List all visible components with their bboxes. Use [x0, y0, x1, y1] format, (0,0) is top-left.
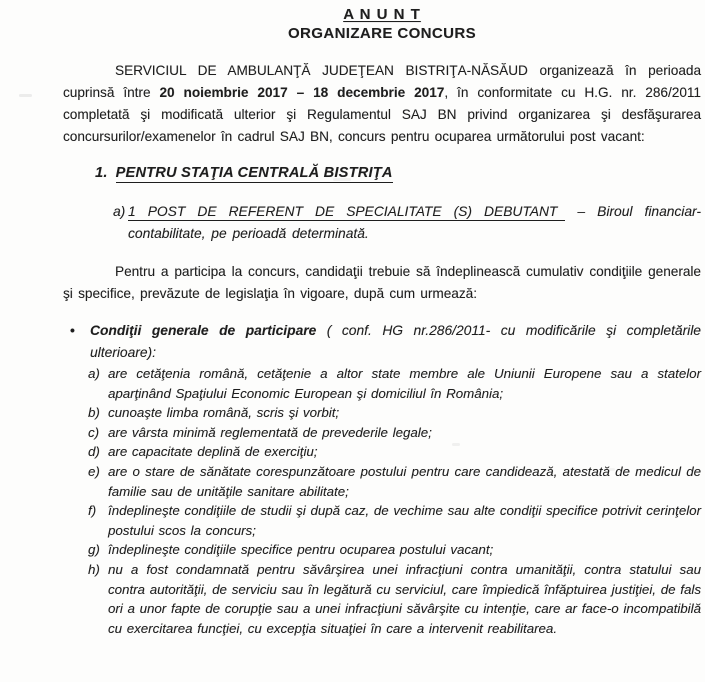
general-conditions-title-rest: ( conf. HG nr.286/2011- cu modificările şi completările ulterioare): — [90, 323, 701, 360]
list-item-label: h) — [88, 561, 100, 577]
intro-paragraph — [63, 60, 701, 148]
section-1-title: PENTRU STAŢIA CENTRALĂ BISTRIŢA — [115, 165, 393, 181]
list-item-label: b) — [88, 405, 100, 421]
list-item — [88, 403, 701, 423]
document-title — [63, 6, 701, 24]
list-item-text: nu a fost condamnată pentru săvârşirea unei infracţiuni contra umanităţii, contra statului sau contra autorităţii, de serviciu sau în legătură cu serviciul, care împiedică înfăptuirea justiţiei, de fals ori a unor fapte de corupţie sau a unei infracţiuni săvârşite cu intenţie, care ar face-o incompatibilă cu exercitarea funcţiei, cu excepţia situaţiei în care a intervenit reabilitarea. — [108, 561, 701, 636]
post-title-underlined: 1 POST DE REFERENT DE SPECIALITATE (S) DEBUTANT — [128, 204, 565, 221]
bullet-icon: • — [70, 323, 75, 338]
list-item-label: c) — [88, 424, 100, 440]
list-item-text: cunoaşte limba română, scris şi vorbit; — [108, 405, 340, 421]
list-item — [88, 423, 701, 443]
scan-artifact — [609, 468, 615, 471]
intro-text-before: SERVICIUL DE AMBULANŢĂ JUDEŢEAN BISTRIŢA-NĂSĂUD organizează în perioada cuprinsă între — [63, 63, 701, 100]
section-1-heading — [95, 163, 701, 183]
post-item-a — [113, 201, 701, 245]
scan-artifact — [19, 94, 32, 97]
list-item-text: are o stare de sănătate corespunzătoare postului pentru care candidează, atestată de medicul de familie sau de unităţile sanitare abilitate; — [108, 463, 701, 499]
list-item-label: a) — [88, 366, 100, 381]
section-1-number: 1. — [95, 165, 108, 181]
document-subtitle: ORGANIZARE CONCURS — [287, 25, 477, 42]
list-item — [88, 442, 701, 462]
scan-artifact — [333, 178, 351, 181]
list-item-label: e) — [88, 463, 100, 479]
general-conditions-title — [90, 320, 701, 364]
general-conditions-title-bold: Condiţii generale de participare — [90, 323, 317, 338]
intro-text-after: , în conformitate cu H.G. nr. 286/2011 completată şi modificată ulterior şi Regulamentul SAJ BN privind organizarea şi desfăşurarea concursurilor/examenelor în cadrul SAJ BN, concurs pentru ocuparea următorului post vacant: — [63, 85, 701, 144]
list-item-label: g) — [88, 542, 100, 558]
general-conditions-list — [88, 364, 701, 638]
scan-artifact — [452, 443, 460, 446]
list-item-text: îndeplineşte condiţiile specifice pentru ocuparea postului vacant; — [108, 542, 494, 558]
post-item-text — [128, 201, 701, 245]
document-title-text: A N U N T — [343, 6, 421, 23]
list-item-text: are cetăţenia română, cetăţenie a altor state membre ale Uniunii Europene sau a statelor aparţinând Spaţiului Economic European şi domiciliul în România; — [108, 366, 701, 401]
post-item-label: a) — [113, 204, 126, 219]
document-body — [63, 6, 701, 638]
post-title-rest: – Biroul financiar-contabilitate, pe perioadă determinată. — [128, 204, 701, 241]
participation-paragraph: Pentru a participa la concurs, candidaţii trebuie să îndeplinească cumulativ condiţiile generale şi specifice, prevăzute de legislaţia în vigoare, după cum urmează: — [63, 264, 701, 301]
list-item-text: are vârsta minimă reglementată de prevederile legale; — [108, 424, 432, 440]
list-item-label: f) — [88, 503, 97, 519]
contest-period-dates: 20 noiembrie 2017 – 18 decembrie 2017 — [159, 85, 445, 100]
general-conditions-heading — [63, 320, 701, 364]
list-item — [88, 560, 701, 638]
list-item-text: are capacitate deplină de exerciţiu; — [108, 444, 318, 460]
list-item — [88, 501, 701, 540]
list-item — [88, 364, 701, 403]
list-item — [88, 540, 701, 560]
list-item-text: îndeplineşte condiţiile de studii şi după caz, de vechime sau alte condiţii specifice potrivit cerinţelor postului scos la concurs; — [108, 503, 701, 538]
list-item-label: d) — [88, 444, 100, 460]
